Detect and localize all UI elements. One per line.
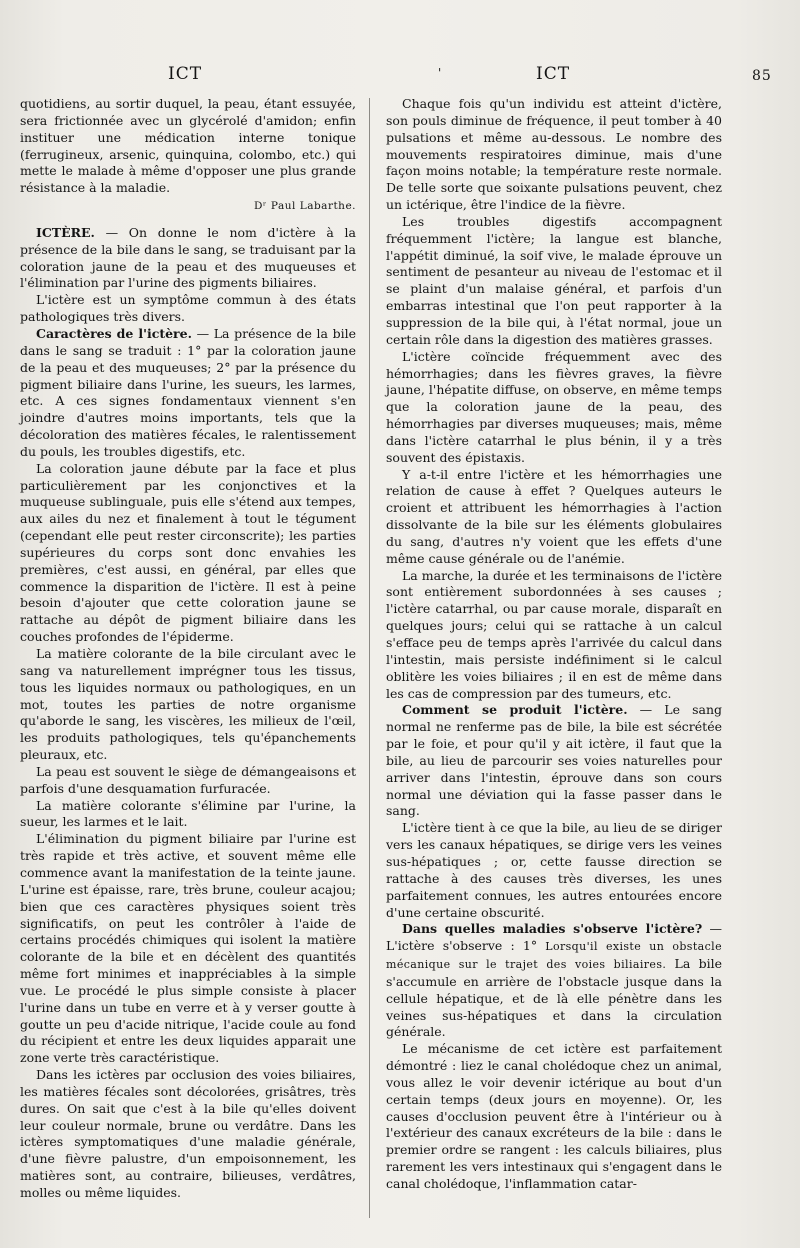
paragraph: La peau est souvent le siège de démangeaisons et parfois d'une desquamation furfuracée. [20,763,356,796]
paragraph: Dans les ictères par occlusion des voies biliaires, les matières fécales sont décolorées, grisâtres, très dures. On sait que c'est à la bile qu'elles doivent leur couleur normale, brune ou verdâtre. Dans les ictères symptomatiques d'une maladie générale, d'une fièvre palustre, d'un empoisonnement, les matières sont, au contraire, bilieuses, verdâtres, molles ou même liquides. [20,1067,356,1200]
column-divider [369,98,370,1218]
paragraph: La marche, la durée et les terminaisons de l'ictère sont entièrement subordonnées à ses causes ; l'ictère catarrhal, ou par cause morale, disparaît en quelques jours; celui qui se rattache à un calcul s'efface peu de temps après l'arrivée du calcul dans l'intestin, mais persiste indéfiniment si le calcul oblitère les voies biliaires ; il en est de même dans les cas de compression par des tumeurs, etc. [386,567,722,701]
paragraph-text: La bile s'accumule en arrière de l'obstacle jusque dans la cellule hépatique, et de là elle pénètre dans les veines sus-hépatiques et dans la circulation générale. [386,956,722,1040]
section-heading: Dans quelles maladies s'observe l'ictère? [402,921,703,937]
paragraph: L'ictère coïncide fréquemment avec des hémorrhagies; dans les fièvres graves, la fièvre jaune, l'hépatite diffuse, on observe, en même temps que la coloration jaune de la peau, des hémorrhagies par diverses muqueuses; mais, même dans l'ictère catarrhal le plus bénin, il y a très souvent des épistaxis. [386,348,722,465]
section-paragraph [386,702,722,820]
paragraph: L'élimination du pigment biliaire par l'urine est très rapide et très active, et souvent même elle commence avant la manifestation de la teinte jaune. L'urine est épaisse, rare, très brune, couleur acajou; bien que ces caractères physiques soient très significatifs, on peut les contrôler à l'aide de certains procédés chimiques qui isolent la matière colorante de la bile et en décèlent des quantités même fort minimes et inappréciables à la simple vue. Le procédé le plus simple consiste à placer l'urine dans un tube en verre et à y verser goutte à goutte un peu d'acide nitrique, l'acide coule au fond du récipient et entre les deux liquides apparait une zone verte très caractéristique. [20,831,356,1066]
running-header [0,58,800,88]
author-signature [20,197,356,215]
section-heading: Caractères de l'ictère. [36,325,192,341]
paragraph: Chaque fois qu'un individu est atteint d'ictère, son pouls diminue de fréquence, il peut tomber à 40 pulsations et même au-dessous. Le nombre des mouvements respiratoires diminue, mais d'une façon moins notable; la température reste normale. De telle sorte que soixante pulsations peuvent, chez un ictérique, être l'indice de la fièvre. [386,96,722,213]
paragraph: La matière colorante de la bile circulant avec le sang va naturellement imprégner tous les tissus, tous les liquides normaux ou pathologiques, en un mot, toutes les parties de notre organisme qu'aborde le sang, les viscères, les milieux de l'œil, les produits pathologiques, tels qu'épanchements pleuraux, etc. [20,646,356,763]
page-number: 85 [752,68,772,84]
paragraph: Le mécanisme de cet ictère est parfaitement démontré : liez le canal cholédoque chez un animal, vous allez le voir devenir ictérique au bout d'un certain temps (deux jours en moyenne). Or, les causes d'occlusion peuvent être à l'intérieur ou à l'extérieur des canaux excréteurs de la bile : dans le premier ordre se rangent : les calculs biliaires, plus rarement les vers intestinaux qui s'engagent dans le canal cholédoque, l'inflammation catar- [386,1041,722,1191]
entry-paragraph [20,225,356,292]
section-heading: Comment se produit l'ictère. [402,702,628,718]
header-left-word: ICT [168,64,203,84]
paragraph [20,96,356,197]
paragraph-text: — On donne le nom d'ictère à la présence de la bile dans le sang, se traduisant par la coloration jaune de la peau et des muqueuses et l'élimination par l'urine des pigments biliaires. [20,224,356,291]
paragraph-text: — L'ictère s'observe : 1° [386,921,722,954]
paragraph: Les troubles digestifs accompagnent fréquemment l'ictère; la langue est blanche, l'appétit diminué, la soif vive, le malade éprouve un sentiment de pesanteur au niveau de l'estomac et il se plaint d'un malaise général, et parfois d'un embarras intestinal que l'on peut rapporter à la suppression de la bile qui, à l'état normal, joue un certain rôle dans la digestion des matières grasses. [386,213,722,347]
paragraph: La coloration jaune débute par la face et plus particulièrement par les conjonctives et la muqueuse sublinguale, puis elle s'étend aux tempes, aux ailes du nez et finalement à tout le tégument (cependant elle peut rester circonscrite); les parties supérieures du corps sont donc envahies les premières, c'est aussi, en général, par elles que commence la disparition de l'ictère. Il est à peine besoin d'ajouter que cette coloration jaune se rattache au dépôt de pigment biliaire dans les couches profondes de l'épiderme. [20,460,356,645]
paragraph: L'ictère est un symptôme commun à des états pathologiques très divers. [20,292,356,325]
signature-text: Dʳ Paul Labarthe. [254,200,356,213]
section-paragraph [386,921,722,1041]
paragraph-text: quotidiens, au sortir duquel, la peau, étant essuyée, sera frictionnée avec un glycérolé d'amidon; enfin instituer une médication interne tonique (ferrugineux, arsenic, quinquina, colombo, etc.) qui mette le malade à même d'opposer une plus grande résistance à la maladie. [20,96,356,196]
paragraph: La matière colorante s'élimine par l'urine, la sueur, les larmes et le lait. [20,797,356,830]
header-right-word: ICT [536,64,571,84]
entry-headword: ICTÈRE. [36,224,95,240]
left-column [20,96,356,1202]
paragraph: Y a-t-il entre l'ictère et les hémorrhagies une relation de cause à effet ? Quelques auteurs le croient et attribuent les hémorrhagies à l'action dissolvante de la bile sur les éléments globulaires du sang, d'autres n'y voient que les effets d'une même cause générale ou de l'anémie. [386,466,722,566]
small-caps-text: Lorsqu'il existe un obstacle mécanique sur le trajet des voies biliaires. [386,940,722,972]
paragraph: L'ictère tient à ce que la bile, au lieu de se diriger vers les canaux hépatiques, se dirige vers les veines sus-hépatiques ; or, cette fausse direction se rattache à des causes très diverses, les unes parfaitement connues, les autres entourées encore d'une certaine obscurité. [386,820,722,920]
section-paragraph [20,326,356,461]
paragraph-text: — La présence de la bile dans le sang se traduit : 1° par la coloration jaune de la peau et des muqueuses; 2° par la présence du pigment biliaire dans l'urine, les sueurs, les larmes, etc. A ces signes fondamentaux viennent s'en joindre d'autres moins importants, tels que la décoloration des matières fécales, le ralentissement du pouls, les troubles digestifs, etc. [20,325,356,459]
right-column [386,96,722,1193]
header-center-mark: ' [438,66,443,80]
paragraph-text: — Le sang normal ne renferme pas de bile, la bile est sécrétée par le foie, et pour qu'il y ait ictère, il faut que la bile, au lieu de parcourir ses voies naturelles pour arriver dans l'intestin, éprouve dans son cours normal une déviation qui la fasse passer dans le sang. [386,702,722,819]
